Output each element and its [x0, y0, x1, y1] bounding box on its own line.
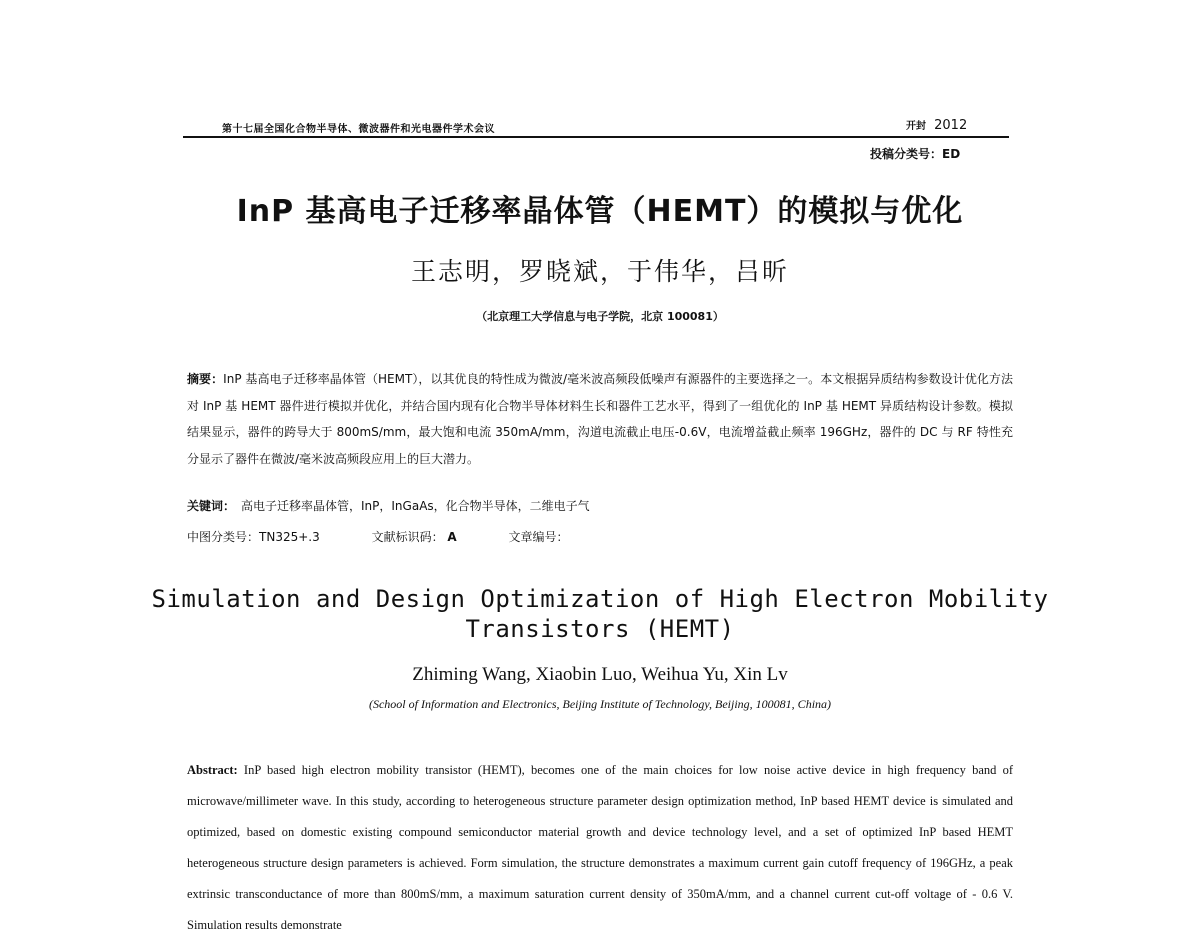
- header-venue-year: [906, 117, 967, 133]
- title-english-line1: Simulation and Design Optimization of High Electron Mobility: [151, 585, 1049, 613]
- abstract-chinese: [187, 366, 1013, 472]
- abstract-label-english: Abstract:: [187, 763, 238, 777]
- header-divider: [183, 136, 1009, 138]
- conference-year: 2012: [934, 118, 968, 133]
- page-title-chinese: InP 基高电子迁移率晶体管（HEMT）的模拟与优化: [236, 194, 964, 229]
- abstract-text-chinese: InP 基高电子迁移率晶体管（HEMT），以其优良的特性成为微波/毫米波高频段低噪声有源器件的主要选择之一。本文根据异质结构参数设计优化方法对 InP 基 HEMT 器件进行模拟并优化，并结合国内现有化合物半导体材料生长和器件工艺水平，得到了一组优化的 InP 基 HEMT 异质结构设计参数。模拟结果显示，器件的跨导大于 800mS/mm，最大饱和电流 350mA/mm，沟道电流截止电压-0.6V，电流增益截止频率 196GHz，器件的 DC 与 RF 特性充分显示了器件在微波/毫米波高频段应用上的巨大潜力。: [187, 372, 1013, 466]
- abstract-text-english: InP based high electron mobility transistor (HEMT), becomes one of the main choices for low noise active device in high frequency band of microwave/millimeter wave. In this study, according to heterogeneous structure parameter design optimization method, InP based HEMT device is simulated and optimized, based on domestic existing compound semiconductor material growth and device technology level, and a set of optimized InP based HEMT heterogeneous structure design parameters is achieved. Form simulation, the structure demonstrates a maximum current gain cutoff frequency of 196GHz, a peak extrinsic transconductance of more than 800mS/mm, a maximum saturation current density of 350mA/mm, and a channel current cut-off voltage of - 0.6 V. Simulation results demonstrate: [187, 763, 1013, 932]
- submission-class: 投稿分类号：ED: [870, 147, 961, 161]
- authors-chinese: 王志明，罗晓斌，于伟华，吕昕: [410, 257, 789, 286]
- clc-number: 中图分类号：TN325+.3: [187, 530, 320, 544]
- classification-row: [187, 528, 617, 545]
- conference-header: 第十七届全国化合物半导体、微波器件和光电器件学术会议: [222, 124, 495, 135]
- keywords-chinese: [187, 497, 590, 514]
- abstract-english: [187, 755, 1013, 941]
- document-code: 文献标识码： A: [371, 530, 457, 544]
- abstract-label-chinese: 摘要：: [187, 372, 224, 386]
- title-english-line2: Transistors (HEMT): [465, 615, 735, 643]
- keywords-text: 高电子迁移率晶体管，InP，InGaAs，化合物半导体，二维电子气: [241, 499, 590, 513]
- venue-abbrev: 开封: [906, 121, 926, 132]
- affiliation-english: (School of Information and Electronics, Beijing Institute of Technology, Beijing, 100081, China): [368, 697, 832, 711]
- authors-english: Zhiming Wang, Xiaobin Luo, Weihua Yu, Xin Lv: [412, 664, 788, 685]
- article-number: 文章编号：: [508, 530, 569, 544]
- page-title-english: [0, 584, 1200, 644]
- keywords-label: 关键词：: [187, 499, 236, 513]
- affiliation-chinese: （北京理工大学信息与电子学院，北京 100081）: [476, 310, 724, 323]
